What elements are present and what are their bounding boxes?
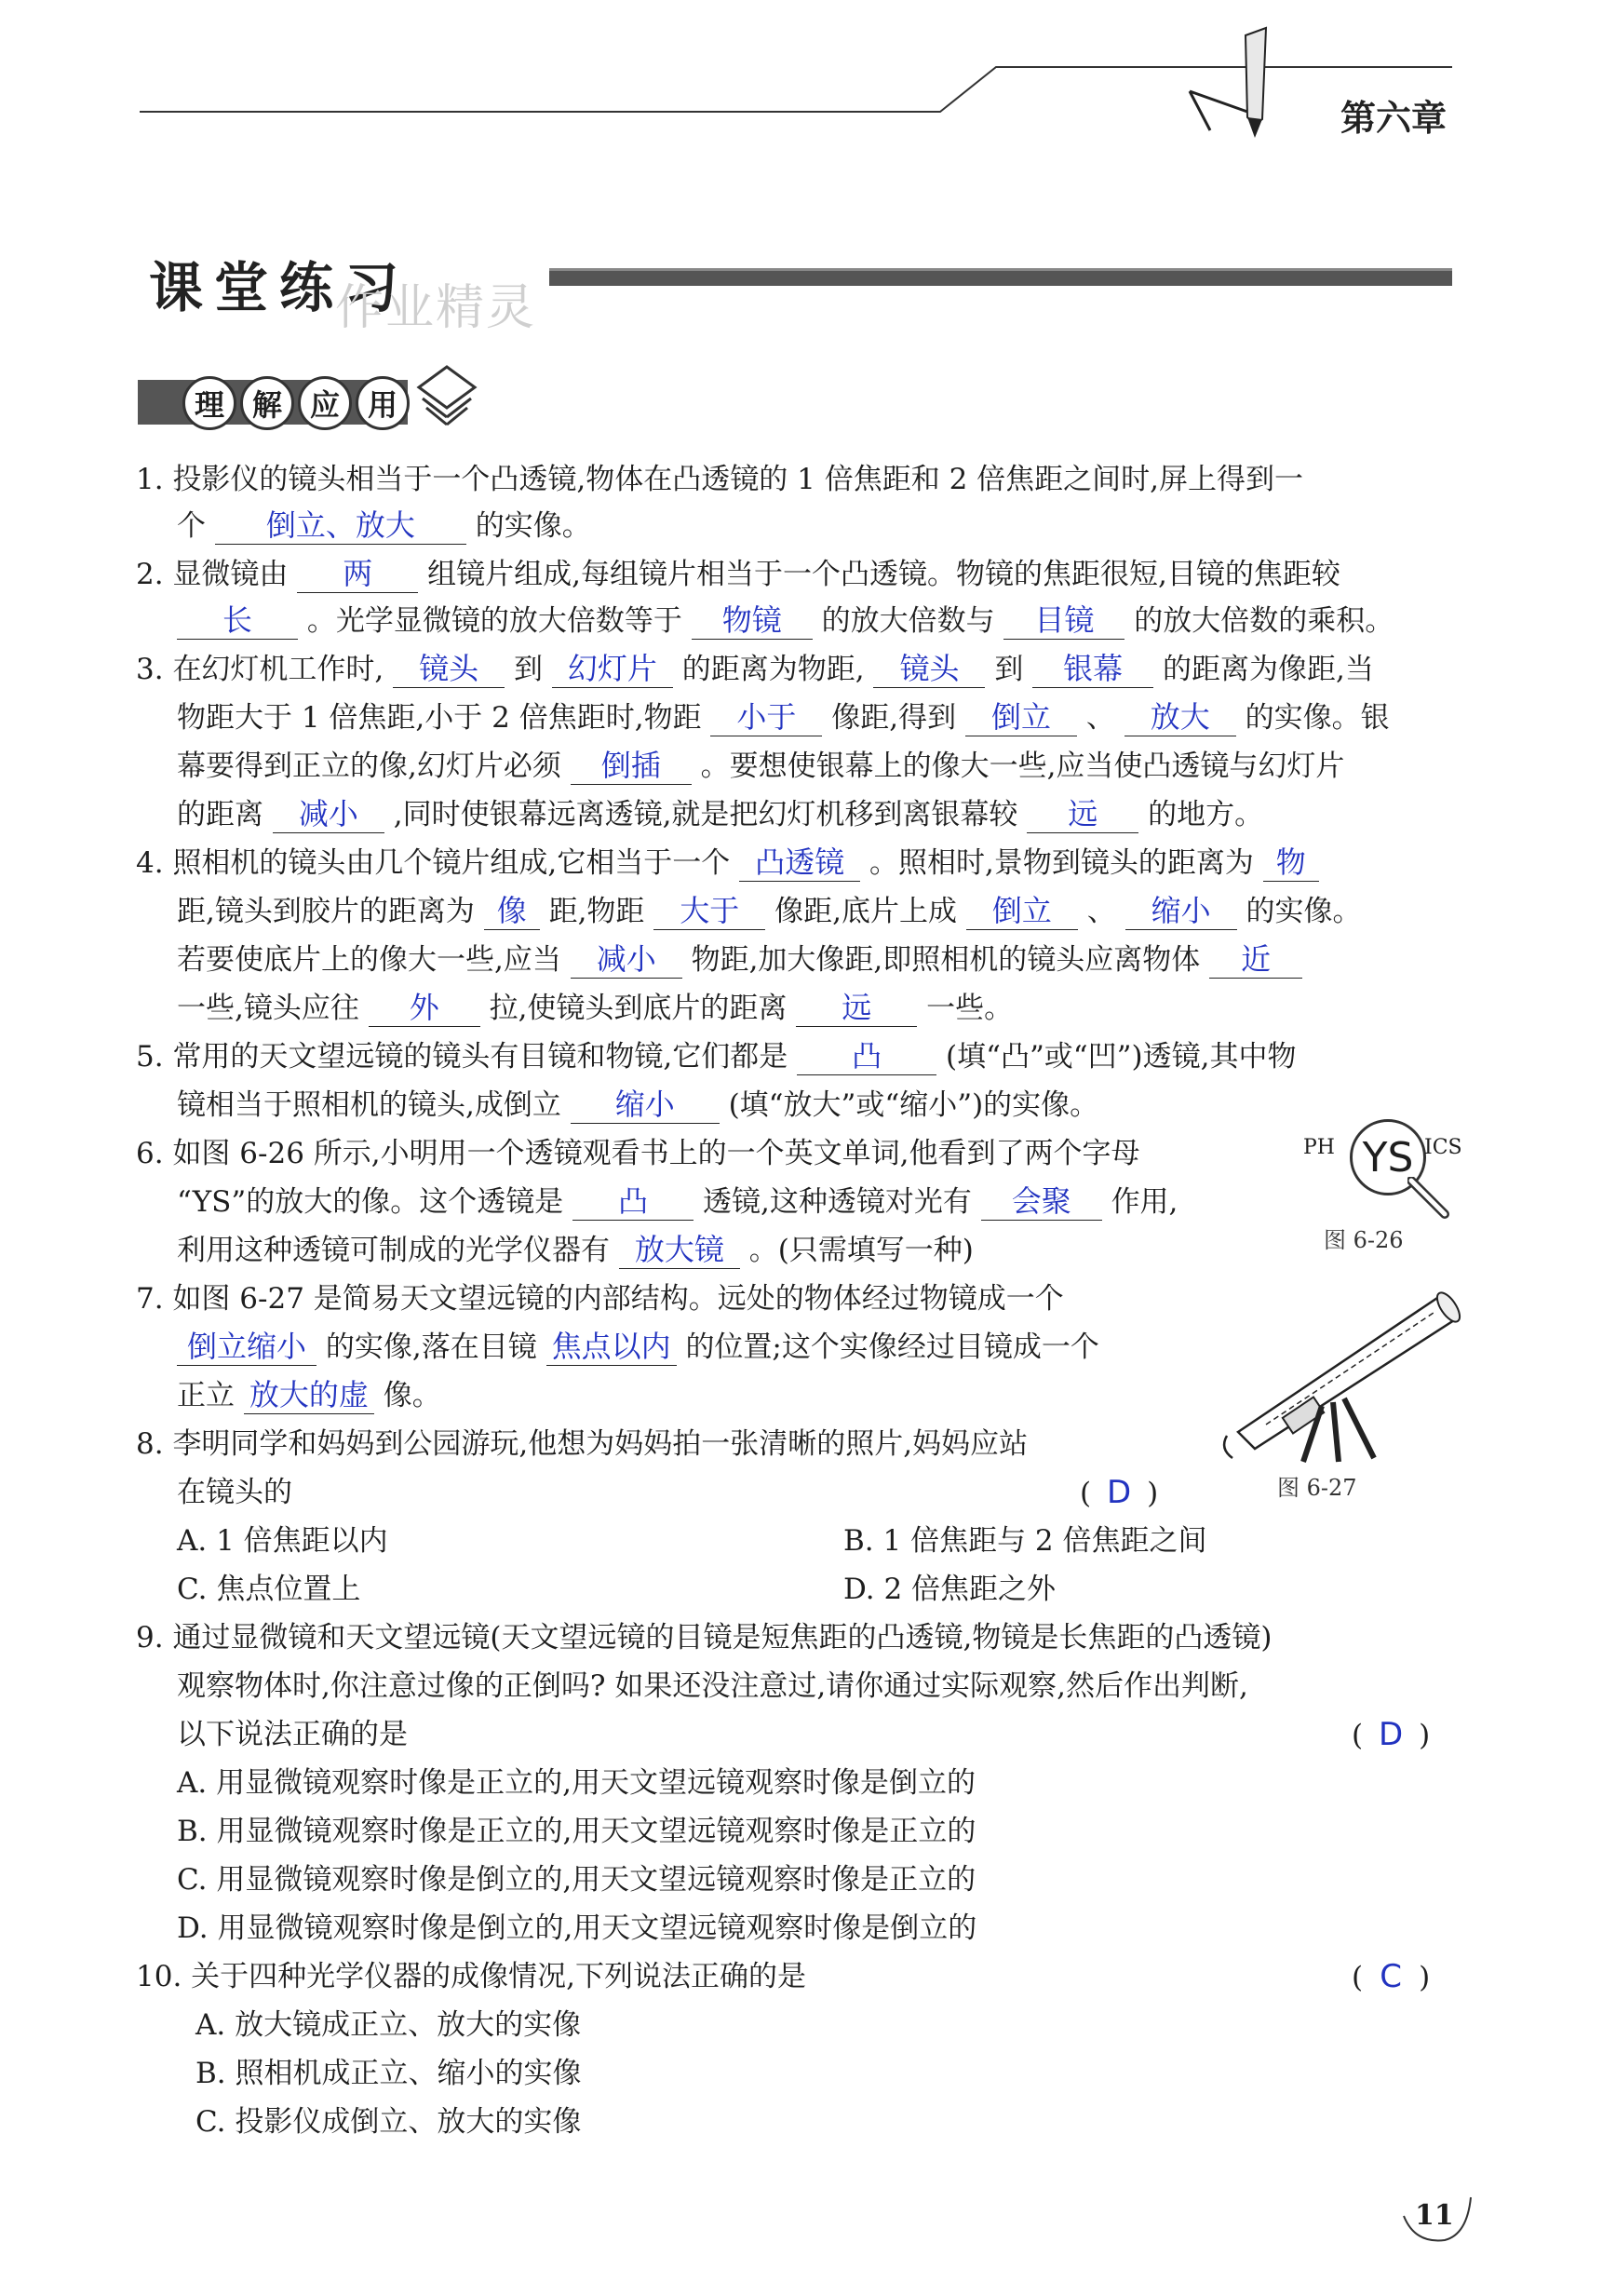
question-text: 距,物距 bbox=[548, 895, 645, 928]
answer-blank[interactable]: 凸 bbox=[572, 1182, 694, 1221]
answer-blank[interactable]: 倒立 bbox=[966, 892, 1078, 930]
question-3-line-4 bbox=[177, 791, 1263, 838]
answer-blank[interactable]: 减小 bbox=[273, 795, 384, 833]
question-text: 镜相当于照相机的镜头,成倒立 bbox=[177, 1088, 561, 1122]
watermark: 作业精灵 bbox=[335, 280, 537, 336]
question-number: 10. bbox=[136, 1960, 182, 1993]
question-5-line-2 bbox=[177, 1082, 1098, 1128]
question-text: 像距,得到 bbox=[831, 701, 957, 735]
question-text: 一些,镜头应往 bbox=[177, 992, 359, 1025]
question-number: 7. bbox=[136, 1282, 164, 1316]
answer-blank[interactable]: 焦点以内 bbox=[546, 1328, 677, 1366]
option[interactable]: B. 照相机成正立、缩小的实像 bbox=[195, 2057, 582, 2090]
figure-word-left: PH bbox=[1303, 1136, 1335, 1159]
answer-blank[interactable]: 凸透镜 bbox=[739, 844, 860, 882]
question-text: 、 bbox=[1085, 701, 1115, 735]
book-icon bbox=[410, 359, 484, 434]
question-text: 正立 bbox=[177, 1379, 235, 1412]
option[interactable]: B. 1 倍焦距与 2 倍焦距之间 bbox=[843, 1524, 1207, 1558]
subsection-title bbox=[182, 376, 410, 428]
question-text: 的实像。 bbox=[1246, 895, 1362, 928]
question-text: 拉,使镜头到底片的距离 bbox=[489, 992, 788, 1025]
answer-blank[interactable]: 会聚 bbox=[981, 1182, 1102, 1221]
answer-blank[interactable]: 镜头 bbox=[873, 650, 985, 688]
question-text: 若要使底片上的像大一些,应当 bbox=[177, 943, 561, 977]
question-text: 照相机的镜头由几个镜片组成,它相当于一个 bbox=[172, 846, 731, 880]
question-text: 利用这种透镜可制成的光学仪器有 bbox=[177, 1234, 610, 1267]
answer-blank[interactable]: 小于 bbox=[710, 698, 822, 736]
question-text: 。要想使银幕上的像大一些,应当使凸透镜与幻灯片 bbox=[700, 750, 1345, 783]
choice-answer[interactable]: D bbox=[1379, 1716, 1404, 1753]
answer-blank[interactable]: 大于 bbox=[653, 892, 765, 930]
answer-blank[interactable]: 像 bbox=[484, 892, 540, 930]
answer-blank[interactable]: 缩小 bbox=[571, 1086, 720, 1124]
question-text: 到 bbox=[514, 653, 544, 686]
answer-blank[interactable]: 近 bbox=[1209, 940, 1302, 979]
answer-blank[interactable]: 凸 bbox=[797, 1037, 936, 1075]
question-text: 以下说法正确的是 bbox=[177, 1718, 408, 1751]
question-text: 距,镜头到胶片的距离为 bbox=[177, 895, 475, 928]
answer-bracket: ( D ) bbox=[1352, 1711, 1430, 1759]
answer-blank[interactable]: 减小 bbox=[571, 940, 682, 979]
question-text: 的距离为像距,当 bbox=[1163, 653, 1374, 686]
answer-blank[interactable]: 缩小 bbox=[1125, 892, 1237, 930]
question-3-line-2 bbox=[177, 695, 1390, 741]
option[interactable]: C. 焦点位置上 bbox=[177, 1573, 361, 1606]
answer-blank[interactable]: 物镜 bbox=[692, 601, 813, 640]
question-2 bbox=[136, 551, 1340, 598]
question-4 bbox=[136, 840, 1319, 886]
question-9 bbox=[136, 1614, 1272, 1661]
question-text: 通过显微镜和天文望远镜(天文望远镜的目镜是短焦距的凸透镜,物镜是长焦距的凸透镜) bbox=[172, 1621, 1273, 1654]
question-number: 6. bbox=[136, 1137, 164, 1170]
magnifier-lens: YS bbox=[1350, 1119, 1426, 1195]
magnifier-handle-icon bbox=[1407, 1177, 1463, 1223]
question-text: 作用, bbox=[1111, 1185, 1178, 1219]
option[interactable]: A. 1 倍焦距以内 bbox=[177, 1524, 388, 1558]
question-text: 的距离为物距, bbox=[681, 653, 865, 686]
question-6-line-2 bbox=[177, 1179, 1178, 1225]
answer-bracket: ( D ) bbox=[1080, 1469, 1158, 1517]
question-text: 的放大倍数的乘积。 bbox=[1134, 604, 1394, 638]
question-10 bbox=[136, 1953, 806, 2000]
question-text: 的地方。 bbox=[1148, 798, 1264, 831]
section-title-bar bbox=[549, 268, 1452, 286]
page-number-ornament bbox=[1396, 2179, 1480, 2253]
answer-blank[interactable]: 倒立、放大 bbox=[215, 506, 466, 545]
question-text: 组镜片组成,每组镜片相当于一个凸透镜。物镜的焦距很短,目镜的焦距较 bbox=[427, 558, 1340, 591]
question-number: 9. bbox=[136, 1621, 164, 1654]
question-text: 如图 6-27 是简易天文望远镜的内部结构。远处的物体经过物镜成一个 bbox=[172, 1282, 1064, 1316]
answer-blank[interactable]: 幻灯片 bbox=[552, 650, 673, 688]
question-text: ,同时使银幕远离透镜,就是把幻灯机移到离银幕较 bbox=[393, 798, 1018, 831]
answer-blank[interactable]: 放大镜 bbox=[619, 1231, 740, 1269]
question-number: 4. bbox=[136, 846, 164, 880]
option[interactable]: D. 用显微镜观察时像是倒立的,用天文望远镜观察时像是倒立的 bbox=[177, 1911, 977, 1945]
answer-blank[interactable]: 倒插 bbox=[571, 747, 692, 785]
chapter-title: 第六章 bbox=[1340, 97, 1448, 139]
question-8-line-2 bbox=[177, 1469, 292, 1516]
subsection-char: 应 bbox=[298, 376, 352, 430]
figure-caption: 图 6-27 bbox=[1277, 1475, 1357, 1501]
question-9-line-2 bbox=[177, 1663, 1248, 1709]
answer-blank[interactable]: 倒立 bbox=[965, 698, 1077, 736]
question-text: 的实像,落在目镜 bbox=[325, 1330, 537, 1364]
question-text: 。照相时,景物到镜头的距离为 bbox=[869, 846, 1254, 880]
answer-blank[interactable]: 目镜 bbox=[1003, 601, 1124, 640]
question-1-line-2 bbox=[177, 503, 591, 549]
question-text: 个 bbox=[177, 509, 206, 543]
figure-caption: 图 6-26 bbox=[1324, 1227, 1404, 1253]
question-text: 到 bbox=[994, 653, 1024, 686]
question-text: 在镜头的 bbox=[177, 1476, 292, 1509]
figure-6-26 bbox=[1303, 1115, 1471, 1199]
question-3 bbox=[136, 646, 1374, 693]
option[interactable]: D. 2 倍焦距之外 bbox=[843, 1573, 1057, 1606]
question-number: 8. bbox=[136, 1427, 164, 1461]
answer-bracket: ( C ) bbox=[1352, 1953, 1430, 2001]
option[interactable]: C. 用显微镜观察时像是倒立的,用天文望远镜观察时像是正立的 bbox=[177, 1863, 976, 1897]
question-6-line-3 bbox=[177, 1227, 974, 1274]
answer-blank[interactable]: 远 bbox=[1027, 795, 1138, 833]
option[interactable]: B. 用显微镜观察时像是正立的,用天文望远镜观察时像是正立的 bbox=[177, 1815, 976, 1848]
answer-blank[interactable]: 远 bbox=[796, 989, 917, 1027]
question-text: 在幻灯机工作时, bbox=[172, 653, 384, 686]
question-7-line-3 bbox=[177, 1372, 441, 1419]
question-text: 的放大倍数与 bbox=[821, 604, 995, 638]
section-title: 课堂练习 bbox=[149, 256, 411, 319]
page-number: 11 bbox=[1415, 2199, 1454, 2232]
question-text: 常用的天文望远镜的镜头有目镜和物镜,它们都是 bbox=[172, 1040, 788, 1074]
answer-blank[interactable]: 两 bbox=[297, 555, 418, 593]
question-text: 的距离 bbox=[177, 798, 263, 831]
question-number: 5. bbox=[136, 1040, 164, 1074]
question-text: “YS”的放大的像。这个透镜是 bbox=[177, 1185, 564, 1219]
answer-blank[interactable]: 倒立缩小 bbox=[177, 1328, 316, 1366]
question-text: 显微镜由 bbox=[172, 558, 289, 591]
question-text: 、 bbox=[1086, 895, 1116, 928]
question-6 bbox=[136, 1130, 1140, 1177]
question-number: 2. bbox=[136, 558, 164, 591]
subsection-char: 用 bbox=[356, 376, 410, 430]
pencil-icon bbox=[1190, 28, 1266, 138]
question-text: (填“放大”或“缩小”)的实像。 bbox=[728, 1088, 1099, 1122]
question-text: 投影仪的镜头相当于一个凸透镜,物体在凸透镜的 1 倍焦距和 2 倍焦距之间时,屏上得到一 bbox=[172, 463, 1304, 496]
question-text: 的实像。银 bbox=[1245, 701, 1390, 735]
question-text: 物距大于 1 倍焦距,小于 2 倍焦距时,物距 bbox=[177, 701, 702, 735]
question-text: 幕要得到正立的像,幻灯片必须 bbox=[177, 750, 561, 783]
answer-blank[interactable]: 放大 bbox=[1124, 698, 1236, 736]
question-text: 像。 bbox=[383, 1379, 441, 1412]
subsection-char: 解 bbox=[240, 376, 294, 430]
question-text: 。光学显微镜的放大倍数等于 bbox=[306, 604, 682, 638]
question-4-line-3 bbox=[177, 937, 1302, 983]
question-number: 3. bbox=[136, 653, 164, 686]
answer-blank[interactable]: 放大的虚 bbox=[244, 1376, 374, 1414]
question-text: 。(只需填写一种) bbox=[748, 1234, 974, 1267]
question-text: 如图 6-26 所示,小明用一个透镜观看书上的一个英文单词,他看到了两个字母 bbox=[172, 1137, 1140, 1170]
question-4-line-2 bbox=[177, 888, 1361, 935]
question-text: 关于四种光学仪器的成像情况,下列说法正确的是 bbox=[191, 1960, 807, 1993]
question-2-line-2 bbox=[177, 598, 1394, 644]
question-5 bbox=[136, 1033, 1296, 1080]
option[interactable]: A. 放大镜成正立、放大的实像 bbox=[195, 2008, 582, 2042]
question-3-line-3 bbox=[177, 743, 1344, 790]
question-7-line-2 bbox=[177, 1324, 1099, 1371]
question-text: 的实像。 bbox=[475, 509, 591, 543]
option[interactable]: C. 投影仪成倒立、放大的实像 bbox=[195, 2105, 582, 2139]
question-text: 李明同学和妈妈到公园游玩,他想为妈妈拍一张清晰的照片,妈妈应站 bbox=[172, 1427, 1029, 1461]
answer-blank[interactable]: 外 bbox=[369, 989, 480, 1027]
choice-answer[interactable]: D bbox=[1107, 1474, 1132, 1511]
answer-blank[interactable]: 长 bbox=[177, 601, 298, 640]
question-text: 像距,底片上成 bbox=[774, 895, 958, 928]
question-text: 观察物体时,你注意过像的正倒吗? 如果还没注意过,请你通过实际观察,然后作出判断, bbox=[177, 1669, 1248, 1703]
telescope-icon bbox=[1210, 1276, 1471, 1471]
question-9-line-3 bbox=[177, 1711, 408, 1758]
question-4-line-4 bbox=[177, 985, 1013, 1032]
answer-blank[interactable]: 物 bbox=[1263, 844, 1319, 882]
answer-blank[interactable]: 镜头 bbox=[393, 650, 505, 688]
question-text: 透镜,这种透镜对光有 bbox=[702, 1185, 972, 1219]
question-number: 1. bbox=[136, 463, 164, 496]
question-7 bbox=[136, 1276, 1064, 1322]
option[interactable]: A. 用显微镜观察时像是正立的,用天文望远镜观察时像是倒立的 bbox=[177, 1766, 976, 1800]
question-text: 物距,加大像距,即照相机的镜头应离物体 bbox=[691, 943, 1201, 977]
question-8 bbox=[136, 1421, 1028, 1467]
question-text: 一些。 bbox=[926, 992, 1014, 1025]
question-text: (填“凸”或“凹”)透镜,其中物 bbox=[946, 1040, 1297, 1074]
choice-answer[interactable]: C bbox=[1380, 1958, 1402, 1995]
answer-blank[interactable]: 银幕 bbox=[1032, 650, 1153, 688]
question-1 bbox=[136, 456, 1303, 503]
question-text: 的位置;这个实像经过目镜成一个 bbox=[685, 1330, 1099, 1364]
subsection-char: 理 bbox=[182, 376, 236, 430]
figure-word-right: ICS bbox=[1424, 1136, 1462, 1159]
